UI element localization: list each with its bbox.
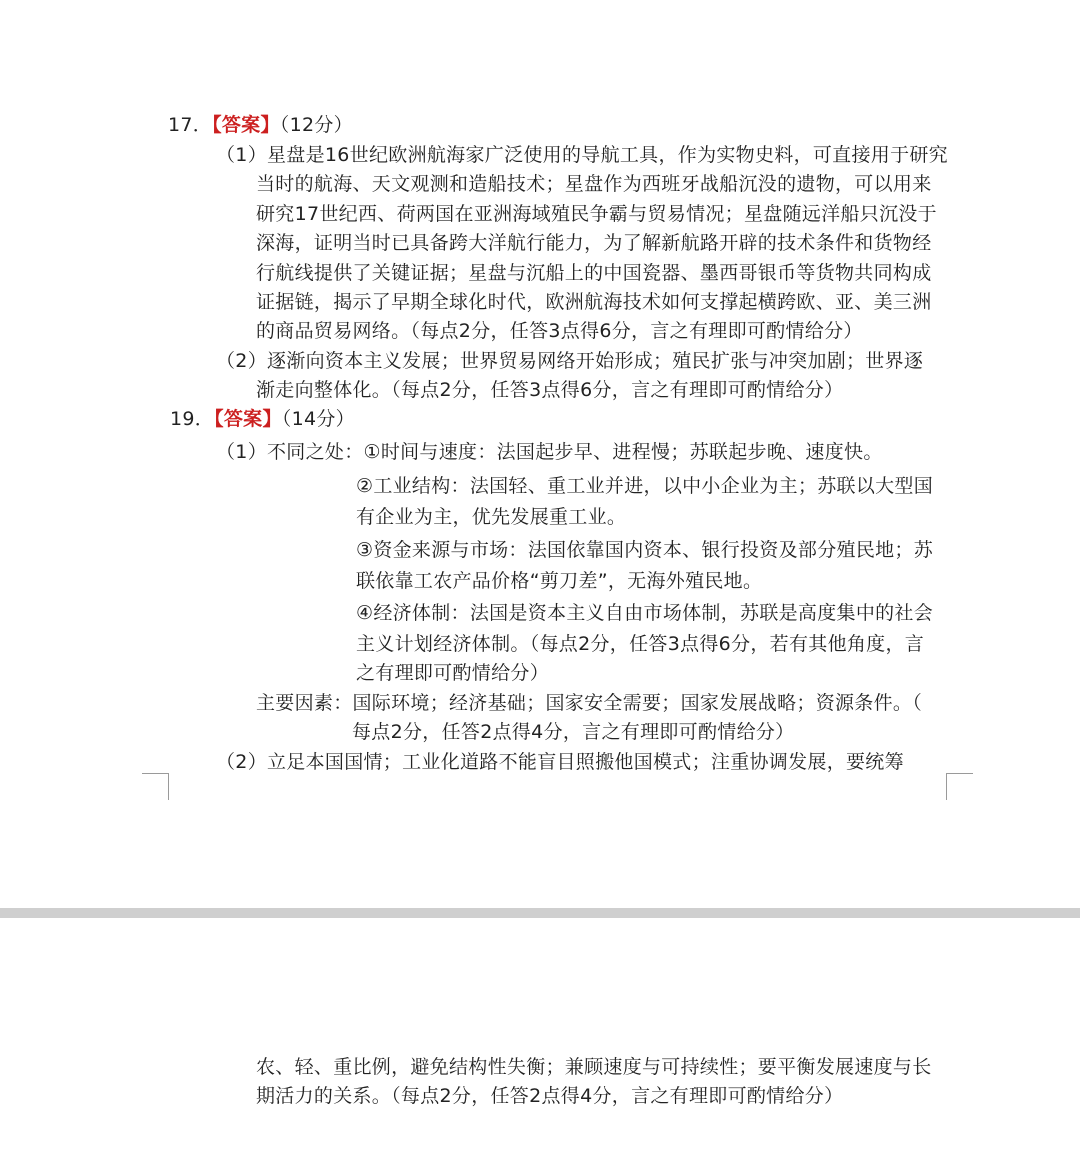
answer-tag: 【答案】: [212, 114, 280, 136]
question-19-number: 19．: [170, 408, 215, 430]
question-19-header: [170, 407, 355, 431]
q17-text-line: 研究17世纪西、荷两国在亚洲海域殖民争霸与贸易情况；星盘随远洋船只沉没于: [256, 203, 937, 225]
q19-text-line: 主义计划经济体制。（每点2分，任答3点得6分，若有其他角度，言: [356, 633, 925, 655]
q19-text-line: 联依靠工农产品价格“剪刀差”，无海外殖民地。: [356, 570, 763, 592]
q17-text-line: （2）逐渐向资本主义发展；世界贸易网络开始形成；殖民扩张与冲突加剧；世界逐: [216, 350, 924, 372]
q17-text-line: 的商品贸易网络。（每点2分，任答3点得6分，言之有理即可酌情给分）: [256, 320, 863, 342]
question-19-score: （14分）: [281, 408, 355, 430]
question-17-number: 17．: [168, 114, 213, 136]
continuation-text-line: 农、轻、重比例，避免结构性失衡；兼顾速度与可持续性；要平衡发展速度与长: [256, 1056, 932, 1078]
q17-text-line: （1）星盘是16世纪欧洲航海家广泛使用的导航工具，作为实物史料，可直接用于研究: [216, 144, 948, 166]
q19-text-line: 有企业为主，优先发展重工业。: [356, 506, 627, 528]
document-page-bottom: [0, 918, 1080, 1172]
q19-text-line: 主要因素：国际环境；经济基础；国家安全需要；国家发展战略；资源条件。（: [256, 692, 923, 714]
q17-text-line: 当时的航海、天文观测和造船技术；星盘作为西班牙战船沉没的遗物，可以用来: [256, 173, 932, 195]
q19-text-line: ③资金来源与市场：法国依靠国内资本、银行投资及部分殖民地；苏: [356, 539, 934, 561]
question-17-header: [168, 113, 353, 137]
page-corner-mark-left: [142, 773, 169, 800]
continuation-text-line: 期活力的关系。（每点2分，任答2点得4分，言之有理即可酌情给分）: [256, 1085, 844, 1107]
page-corner-mark-right: [946, 773, 973, 800]
q17-text-line: 行航线提供了关键证据；星盘与沉船上的中国瓷器、墨西哥银币等货物共同构成: [256, 262, 932, 284]
q19-text-line: ②工业结构：法国轻、重工业并进，以中小企业为主；苏联以大型国: [356, 475, 934, 497]
q19-text-line: （1）不同之处：①时间与速度：法国起步早、进程慢；苏联起步晚、速度快。: [216, 441, 883, 463]
q19-text-line: （2）立足本国国情；工业化道路不能盲目照搬他国模式；注重协调发展，要统筹: [216, 751, 904, 773]
q17-text-line: 证据链，揭示了早期全球化时代，欧洲航海技术如何支撑起横跨欧、亚、美三洲: [256, 291, 932, 313]
q17-text-line: 渐走向整体化。（每点2分，任答3点得6分，言之有理即可酌情给分）: [256, 379, 844, 401]
q19-text-line: 之有理即可酌情给分）: [356, 662, 550, 684]
q17-text-line: 深海，证明当时已具备跨大洋航行能力，为了解新航路开辟的技术条件和货物经: [256, 232, 932, 254]
question-17-score: （12分）: [279, 114, 353, 136]
q19-text-line: 每点2分，任答2点得4分，言之有理即可酌情给分）: [352, 721, 795, 743]
answer-tag: 【答案】: [214, 408, 282, 430]
page-separator: [0, 908, 1080, 918]
q19-text-line: ④经济体制：法国是资本主义自由市场体制，苏联是高度集中的社会: [356, 602, 934, 624]
